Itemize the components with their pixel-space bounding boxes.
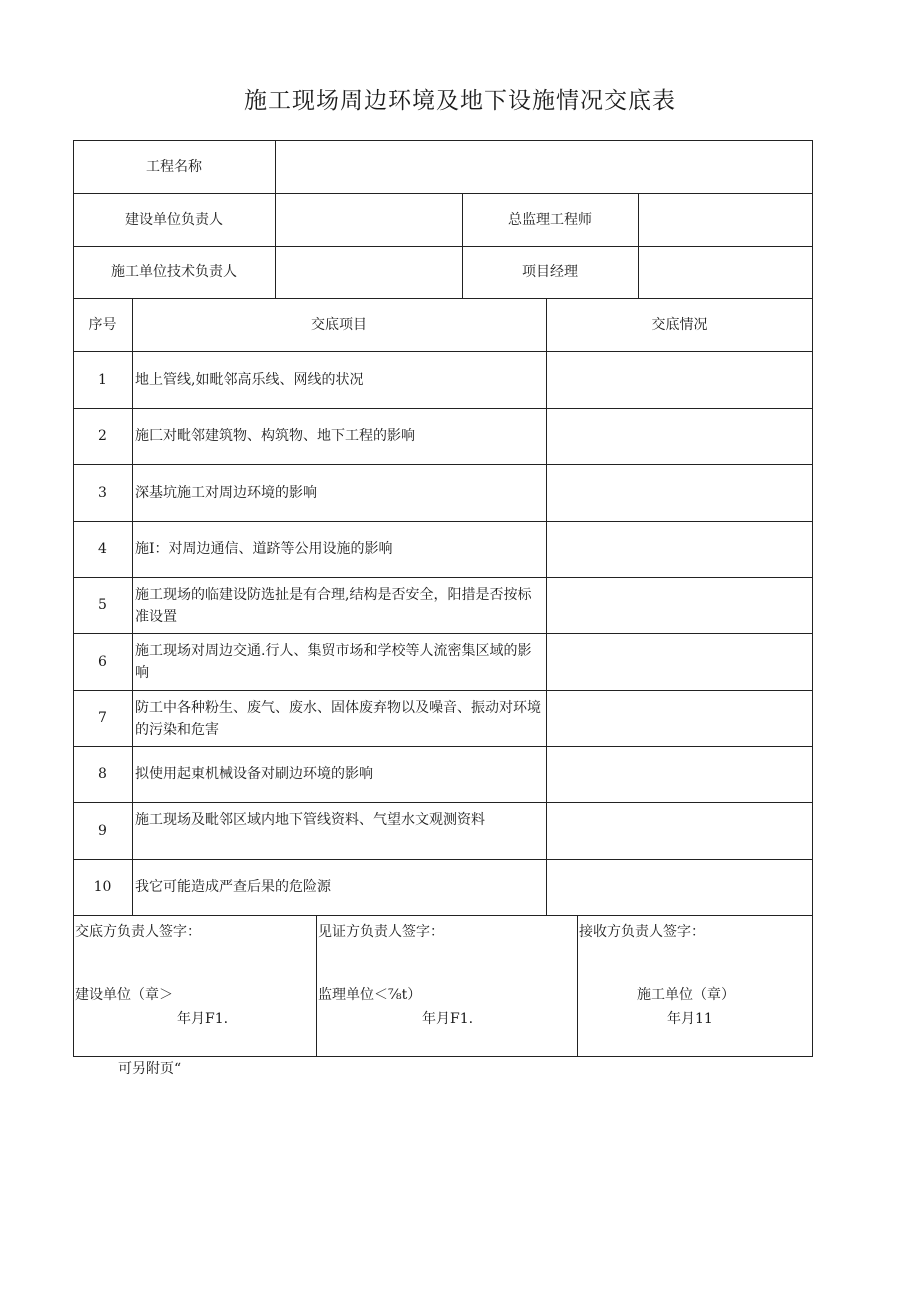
row-number: 6 [98,654,107,670]
row-item-text: 施工现场对周边交通.行人、集贸市场和学校等人流密集区域的影响 [135,643,532,681]
witness-unit-stamp: 监理单位＜⅞t） [318,987,422,1003]
row-item-text: 施工现场及毗邻区域内地下管线资料、气望水文观测资料 [135,812,485,828]
column-header-no: 序号 [88,317,117,333]
receiver-unit-stamp: 施工单位（章） [637,987,735,1003]
row-item-text: 施I：对周边通信、道跻等公用设施的影响 [135,541,393,557]
row-number: 5 [98,597,107,613]
witness-date: 年月F1. [422,1011,474,1027]
row-item-text: 防工中各种粉生、废气、废水、固体废弃物以及噪音、振动对环境的污染和危害 [135,700,541,738]
client-lead-label: 建设单位负责人 [125,212,223,228]
document-title: 施工现场周边环境及地下设施情况交底表 [244,88,676,114]
discloser-unit-stamp: 建设单位（章＞ [75,987,173,1003]
row-number: 1 [98,372,107,388]
row-item-text: 我它可能造成严查后果的危险源 [135,879,331,895]
discloser-date: 年月F1. [177,1011,229,1027]
row-item-text: 施匚对毗邻建筑物、构筑物、地下工程的影响 [135,428,415,444]
contractor-tech-lead-label: 施工单位技术负责人 [111,264,237,280]
witness-signature-label[interactable]: 见证方负责人签字： [318,924,444,940]
row-item-text: 施工现场的临建设防选扯是有合理,结构是否安全，阳措是否按标准设置 [135,587,532,625]
chief-supervisor-label: 总监理工程师 [508,212,592,228]
project-manager-label: 项目经理 [522,264,578,280]
row-number: 8 [98,766,107,782]
row-item-text: 拟使用起東机械设备对刷边环境的影响 [135,766,373,782]
row-number: 10 [93,879,112,895]
row-item-text: 深基坑施工对周边环境的影响 [135,485,317,501]
row-number: 3 [98,485,107,501]
receiver-date: 年月11 [667,1011,713,1027]
row-number: 4 [98,541,107,557]
row-item-text: 地上管线,如毗邻高乐线、网线的状况 [135,372,364,388]
row-number: 7 [98,710,107,726]
column-header-status: 交底情况 [651,317,708,333]
row-number: 9 [98,823,107,839]
project-name-label: 工程名称 [146,159,202,175]
column-header-item: 交底项目 [311,317,367,333]
row-number: 2 [98,428,107,444]
discloser-signature-label[interactable]: 交底方负责人签字： [75,924,201,940]
receiver-signature-label[interactable]: 接收方负责人签字： [579,924,705,940]
attachment-note: 可另附页“ [118,1061,182,1077]
